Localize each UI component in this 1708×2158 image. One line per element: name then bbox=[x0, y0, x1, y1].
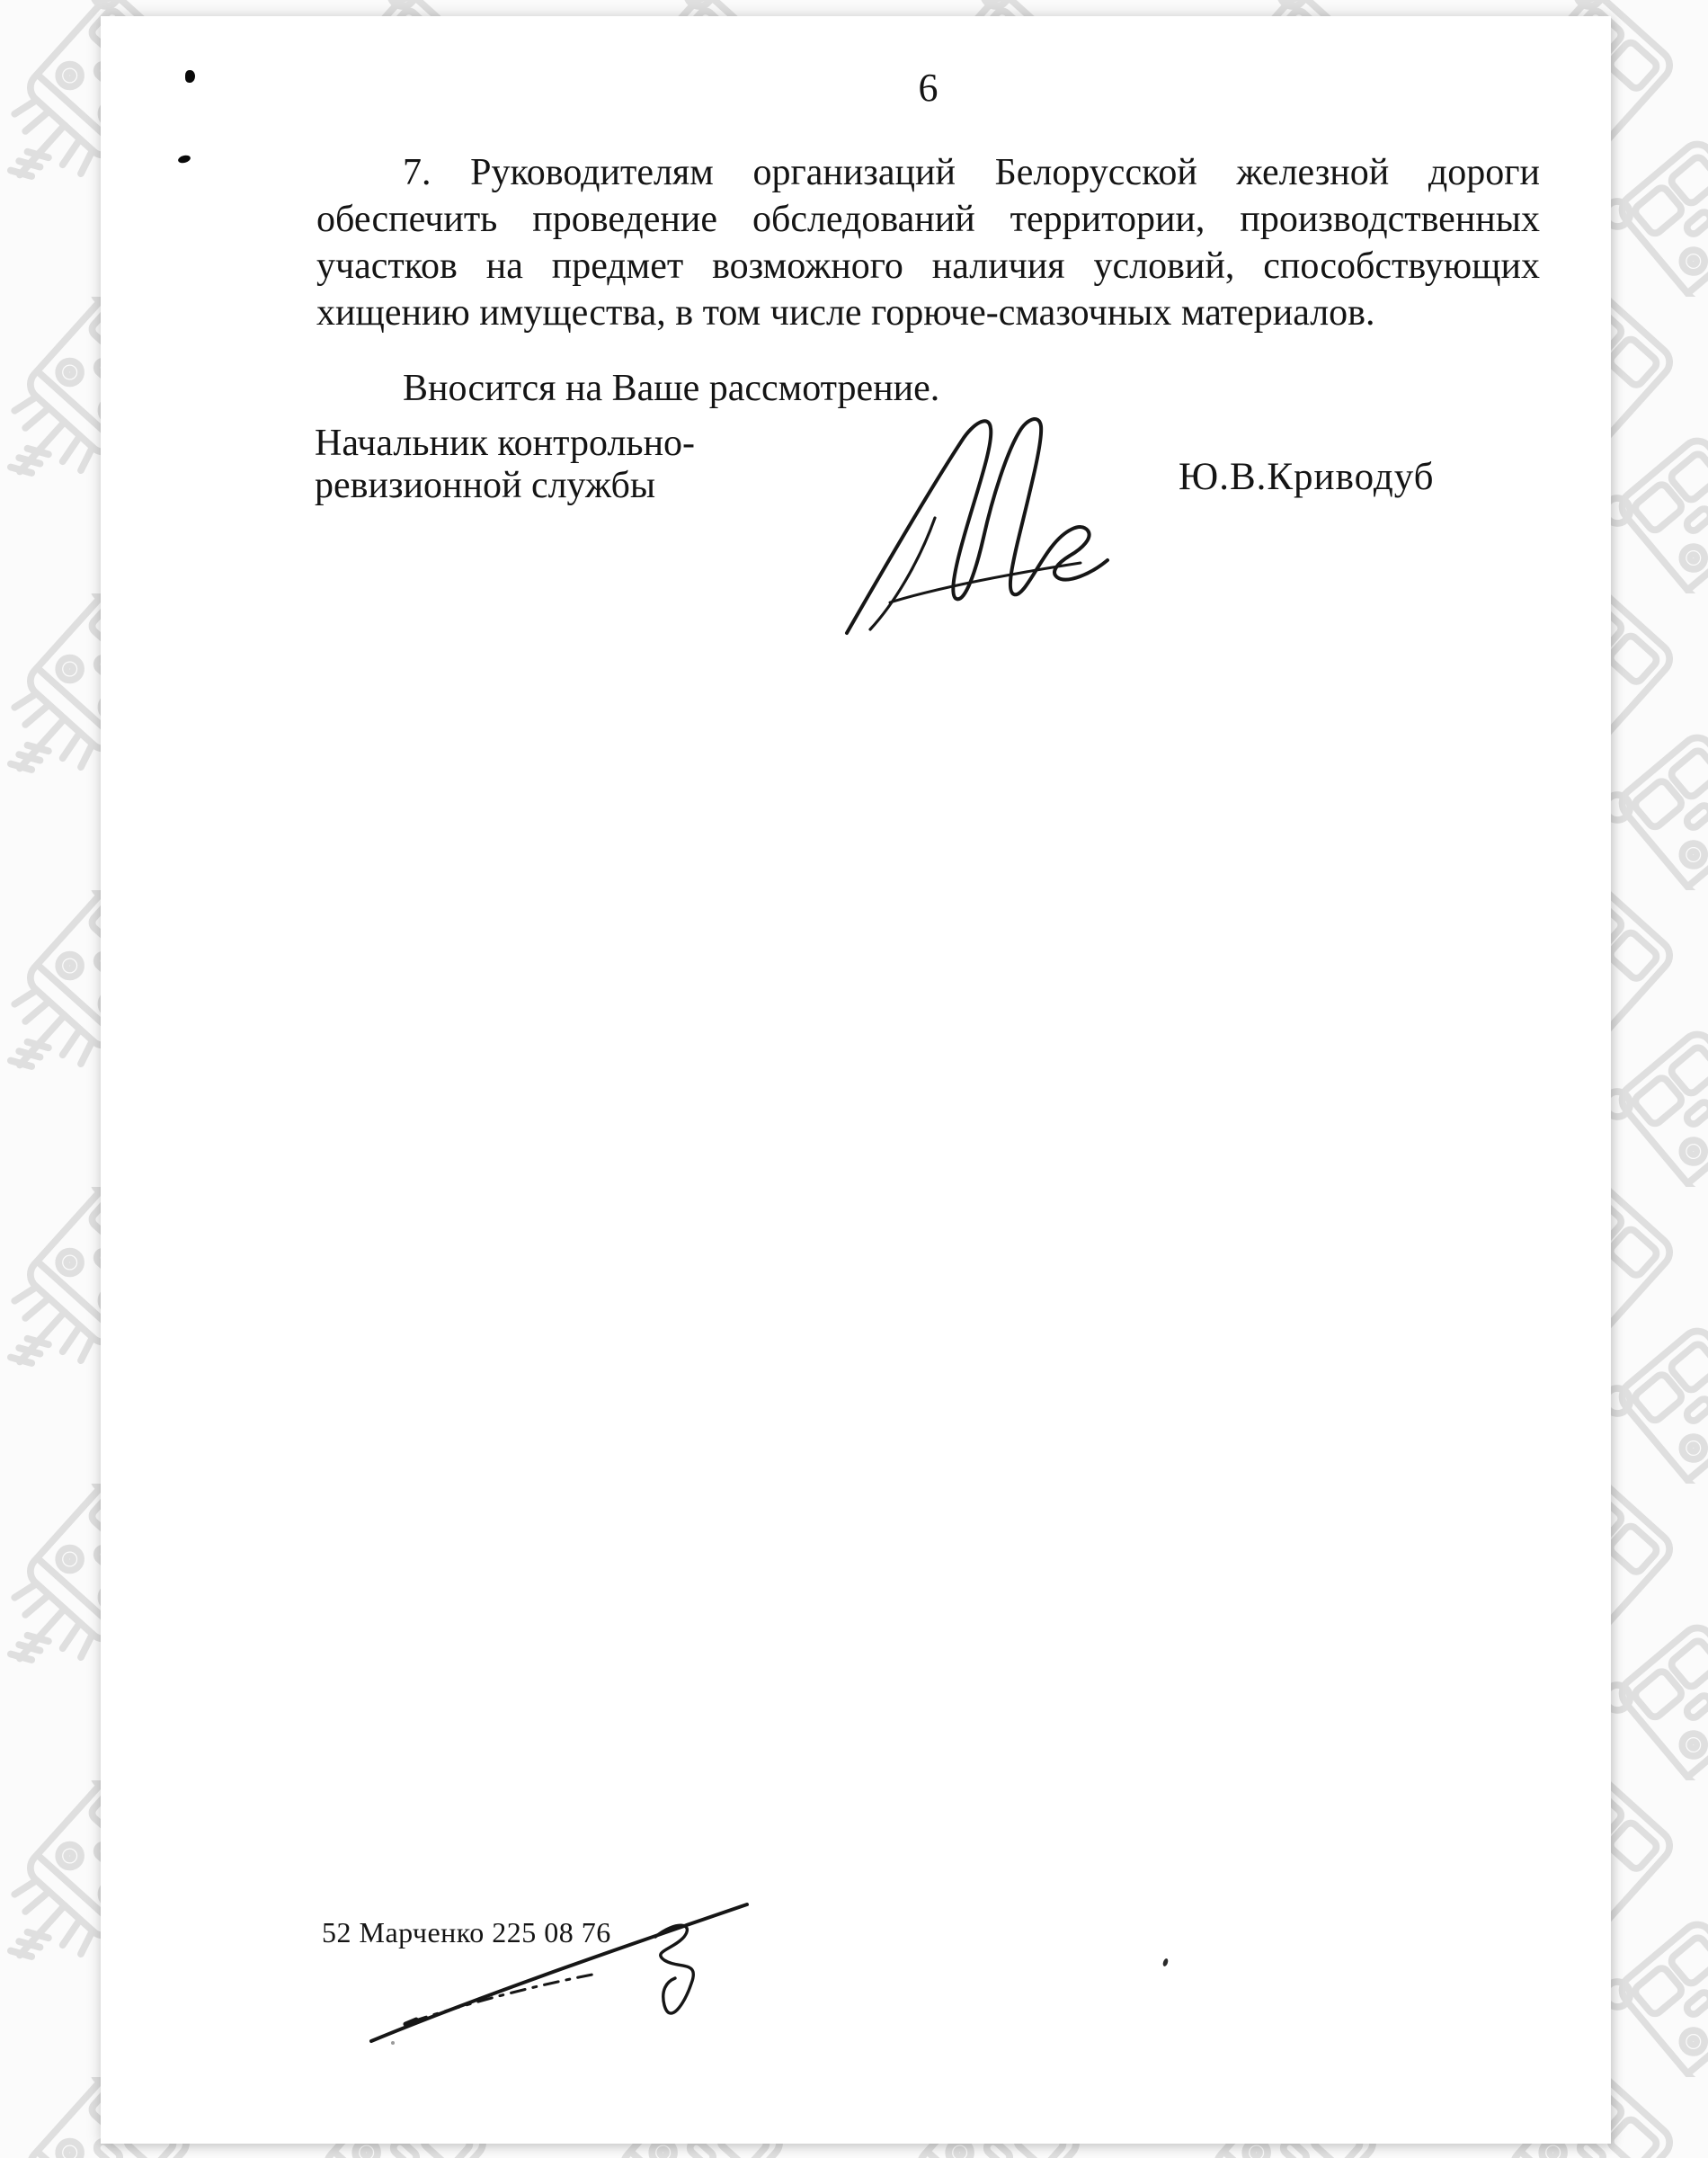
paragraph-line: участков на предмет возможного наличия условий, способствующих bbox=[316, 245, 1540, 287]
signer-title-line-1: Начальник контрольно- bbox=[315, 423, 696, 464]
body-paragraph-7 bbox=[316, 149, 1540, 336]
signer-name: Ю.В.Криводуб bbox=[1179, 456, 1435, 498]
handwritten-signature bbox=[784, 412, 1125, 637]
paragraph-line: обеспечить проведение обследований территории, производственных bbox=[316, 199, 1540, 240]
paragraph-line: хищению имущества, в том числе горюче-смазочных материалов. bbox=[316, 292, 1375, 334]
signer-title-line-2: ревизионной службы bbox=[315, 465, 656, 506]
paragraph-line: 7. Руководителям организаций Белорусской железной дороги bbox=[403, 152, 1540, 193]
signer-title bbox=[315, 423, 695, 507]
page-number: 6 bbox=[918, 66, 939, 110]
closing-line: Вносится на Ваше рассмотрение. bbox=[403, 368, 940, 409]
executor-note: 52 Марченко 225 08 76 bbox=[322, 1916, 611, 1948]
ink-speck bbox=[185, 70, 195, 83]
page-sheet bbox=[101, 16, 1611, 2144]
executor-signature-scribble bbox=[366, 1895, 752, 2048]
ink-speck bbox=[177, 154, 191, 164]
text-column bbox=[316, 16, 1540, 2144]
